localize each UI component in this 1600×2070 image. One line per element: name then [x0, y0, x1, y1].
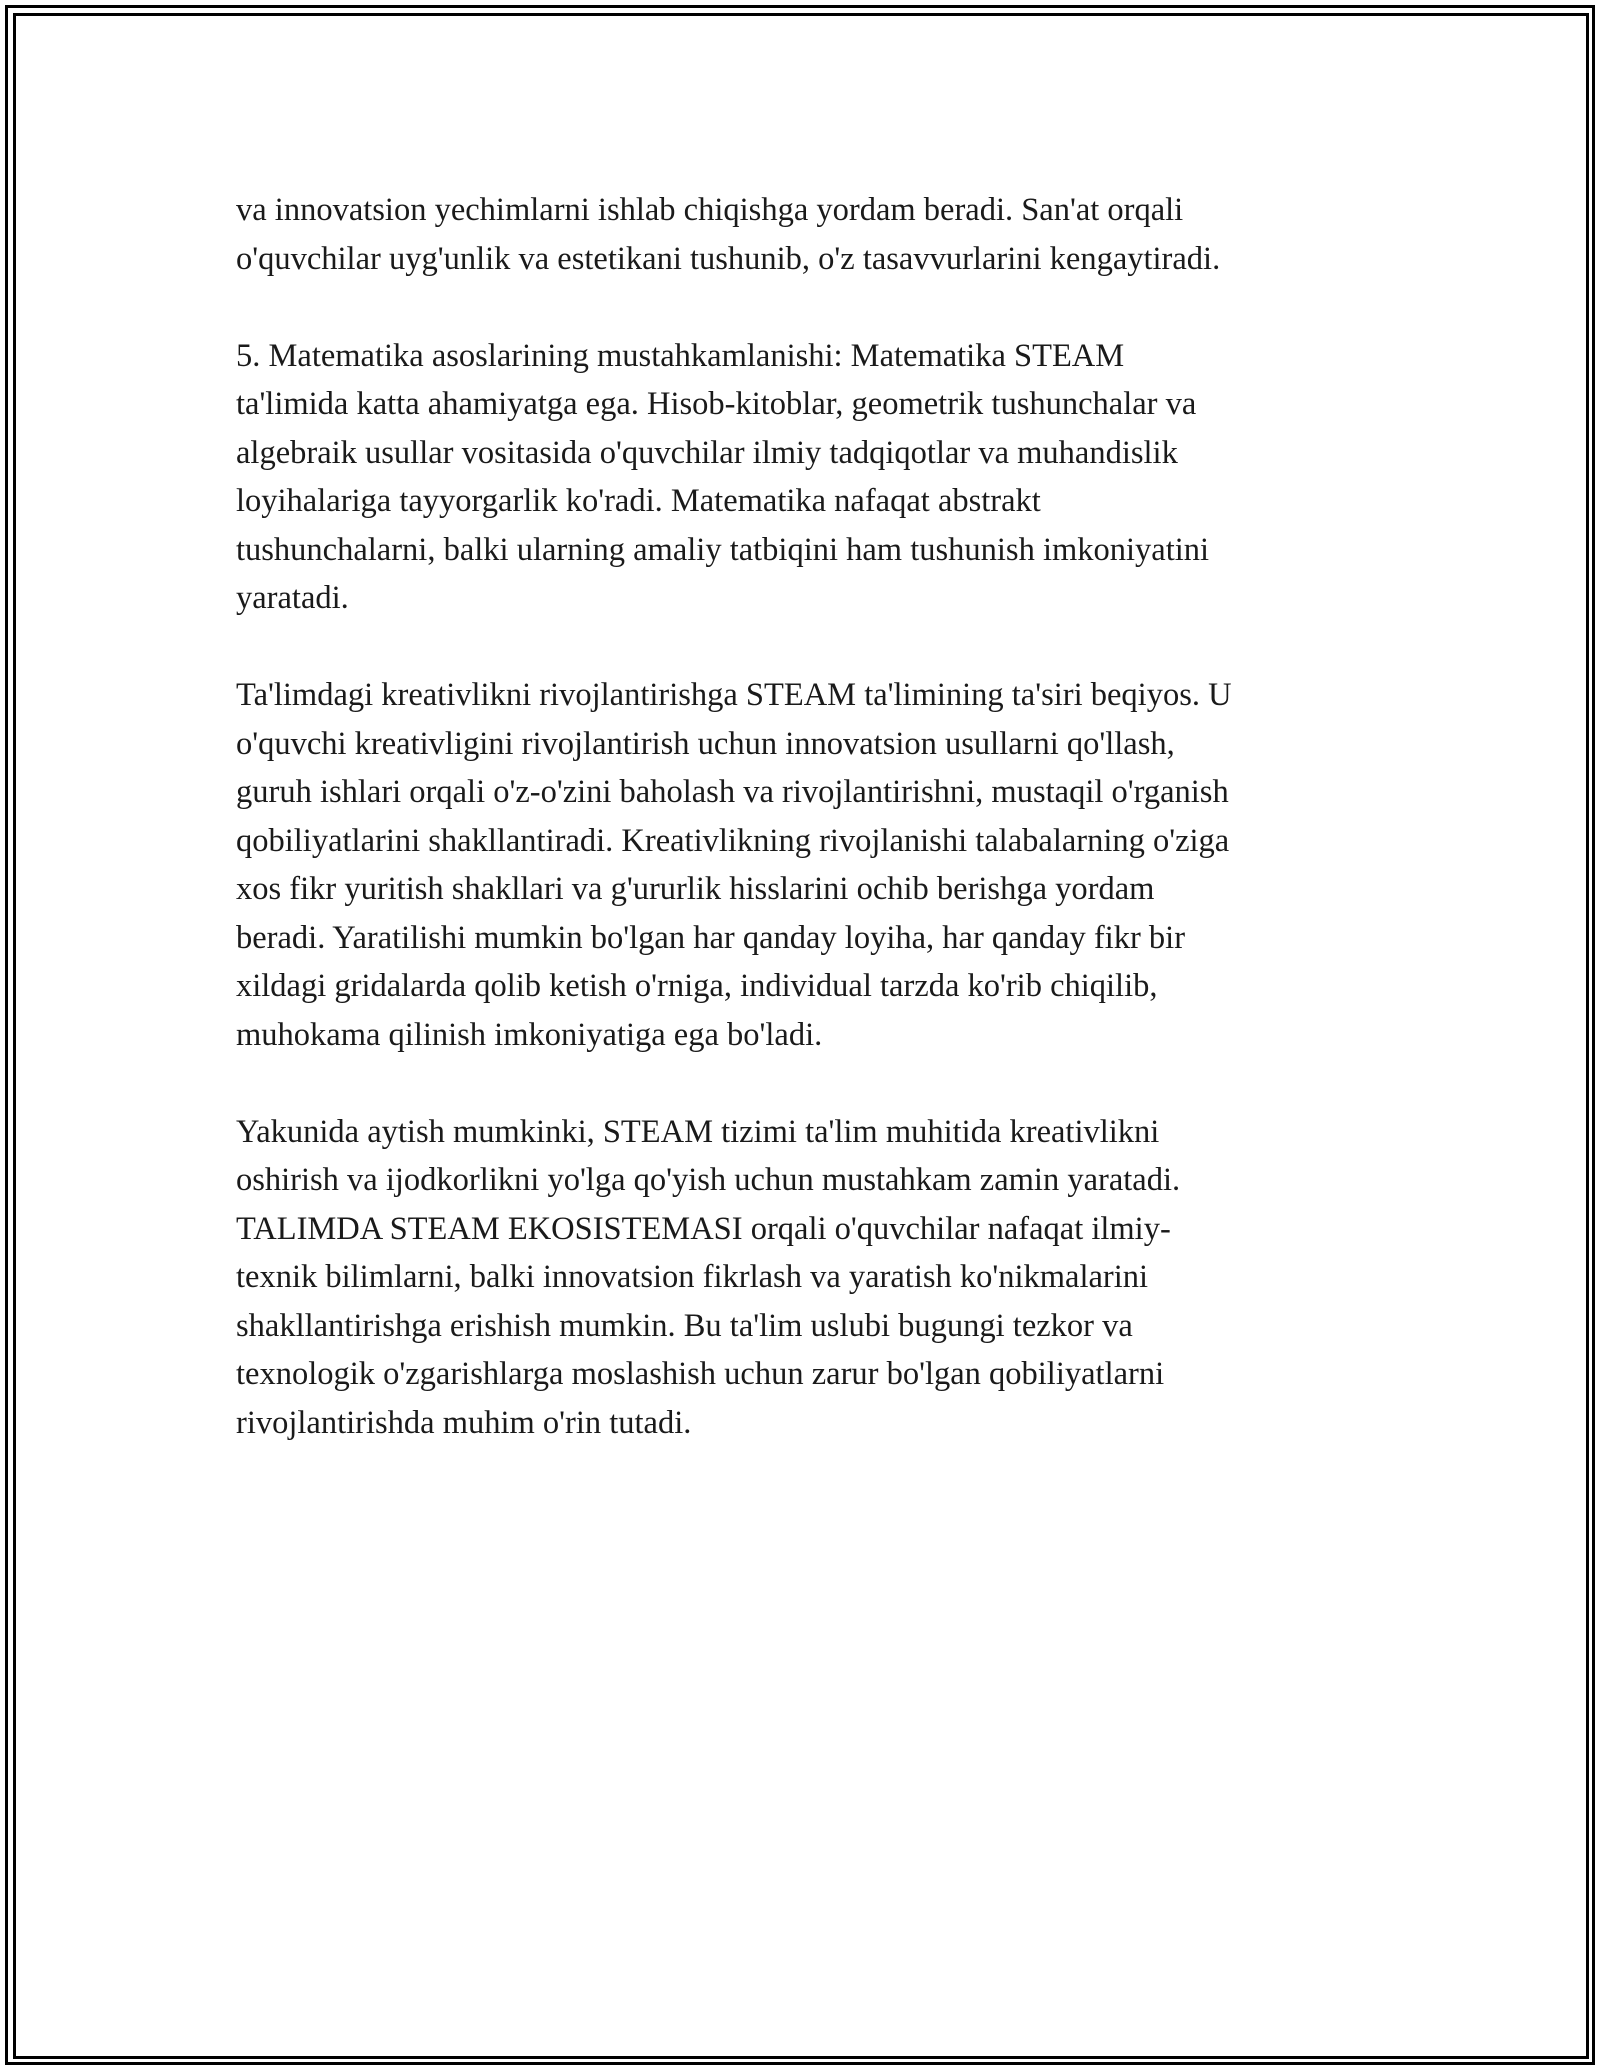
text-line: guruh ishlari orqali o'z-o'zini baholash va rivojlantirishni, mustaqil o'rganish — [236, 774, 1229, 810]
text-line: Yakunida aytish mumkinki, STEAM tizimi ta'lim muhitida kreativlikni — [236, 1113, 1160, 1150]
text-line: va innovatsion yechimlarni ishlab chiqishga yordam beradi. San'at orqali — [236, 192, 1184, 228]
paragraph-final-conclusion — [236, 1108, 1376, 1448]
text-line: Ta'limdagi kreativlikni rivojlantirishga STEAM ta'limining ta'siri beqiyos. U — [236, 677, 1232, 713]
text-line: xos fikr yuritish shakllari va g'ururlik hisslarini ochib berishga yordam — [236, 871, 1155, 907]
text-line: ta'limida katta ahamiyatga ega. Hisob-kitoblar, geometrik tushunchalar va — [236, 386, 1197, 422]
text-line: shakllantirishga erishish mumkin. Bu ta'lim uslubi bugungi tezkor va — [236, 1307, 1133, 1344]
text-line: oshirish va ijodkorlikni yo'lga qo'yish uchun mustahkam zamin yaratadi. — [236, 1162, 1181, 1198]
text-line: o'quvchilar uyg'unlik va estetikani tushunib, o'z tasavvurlarini kengaytiradi. — [236, 240, 1221, 277]
text-line: beradi. Yaratilishi mumkin bo'lgan har qanday loyiha, har qanday fikr bir — [236, 919, 1186, 956]
text-line: o'quvchi kreativligini rivojlantirish uchun innovatsion usullarni qo'llash, — [236, 725, 1175, 762]
text-line: algebraik usullar vositasida o'quvchilar ilmiy tadqiqotlar va muhandislik — [236, 434, 1178, 471]
paragraph-mathematics — [236, 332, 1376, 623]
text-line: TALIMDA STEAM EKOSISTEMASI orqali o'quvchilar nafaqat ilmiy- — [236, 1210, 1171, 1247]
text-line: yaratadi. — [236, 580, 349, 616]
text-line: loyihalariga tayyorgarlik ko'radi. Matematika nafaqat abstrakt — [236, 483, 1041, 519]
paragraph-art-conclusion — [236, 186, 1376, 283]
text-line: rivojlantirishda muhim o'rin tutadi. — [236, 1404, 692, 1441]
text-line: texnologik o'zgarishlarga moslashish uchun zarur bo'lgan qobiliyatlarni — [236, 1356, 1165, 1392]
text-line: 5. Matematika asoslarining mustahkamlanishi: Matematika STEAM — [236, 337, 1125, 374]
text-line: qobiliyatlarini shakllantiradi. Kreativlikning rivojlanishi talabalarning o'ziga — [236, 822, 1230, 859]
text-line: tushunchalarni, balki ularning amaliy tatbiqini ham tushunish imkoniyatini — [236, 531, 1210, 568]
document-body — [236, 186, 1376, 1496]
text-line: texnik bilimlarni, balki innovatsion fikrlash va yaratish ko'nikmalarini — [236, 1259, 1149, 1295]
text-line: xildagi gridalarda qolib ketish o'rniga, individual tarzda ko'rib chiqilib, — [236, 968, 1158, 1004]
text-line: muhokama qilinish imkoniyatiga ega bo'ladi. — [236, 1016, 823, 1053]
paragraph-creativity — [236, 671, 1376, 1059]
